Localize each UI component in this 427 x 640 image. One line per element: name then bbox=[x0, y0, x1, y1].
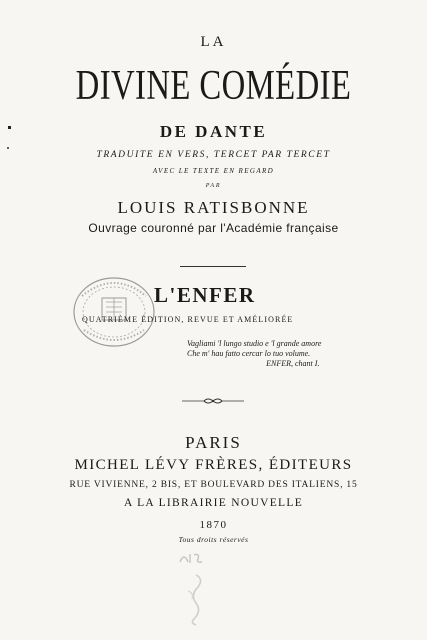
translation-line: TRADUITE EN VERS, TERCET PAR TERCET bbox=[96, 150, 331, 160]
ornament-icon bbox=[180, 397, 246, 405]
epigraph-line: Vagliami 'l lungo studio e 'l grande amore bbox=[187, 339, 322, 348]
faint-mark-icon bbox=[184, 573, 208, 627]
translator-name: LOUIS RATISBONNE bbox=[117, 198, 310, 217]
year: 1870 bbox=[199, 519, 228, 531]
by-line: PAR bbox=[205, 183, 222, 189]
epigraph-line: Che m' hau fatto cercar lo tuo volume. bbox=[187, 349, 311, 358]
library-stamp-icon bbox=[68, 272, 160, 352]
award-line: Ouvrage couronné par l'Académie française bbox=[88, 221, 339, 235]
address: RUE VIVIENNE, 2 BIS, ET BOULEVARD DES ITALIENS, 15 bbox=[69, 480, 358, 490]
margin-mark bbox=[7, 147, 9, 149]
rights-notice: Tous droits réservés bbox=[178, 535, 249, 544]
bookshop: A LA LIBRAIRIE NOUVELLE bbox=[123, 497, 304, 509]
facing-text-line: AVEC LE TEXTE EN REGARD bbox=[152, 167, 275, 175]
city: PARIS bbox=[185, 433, 242, 452]
author-line: DE DANTE bbox=[159, 122, 268, 141]
part-title: L'ENFER bbox=[154, 283, 256, 307]
title-article: LA bbox=[200, 34, 227, 50]
book-title: DIVINE COMÉDIE bbox=[75, 63, 352, 109]
publisher: MICHEL LÉVY FRÈRES, ÉDITEURS bbox=[74, 457, 353, 473]
edition-line: QUATRIÈME ÉDITION, REVUE ET AMÉLIORÉE bbox=[82, 315, 294, 324]
epigraph-source: ENFER, chant I. bbox=[266, 359, 320, 368]
epigraph bbox=[187, 339, 321, 369]
divider-rule bbox=[180, 266, 246, 267]
faint-mark-icon bbox=[178, 550, 206, 566]
